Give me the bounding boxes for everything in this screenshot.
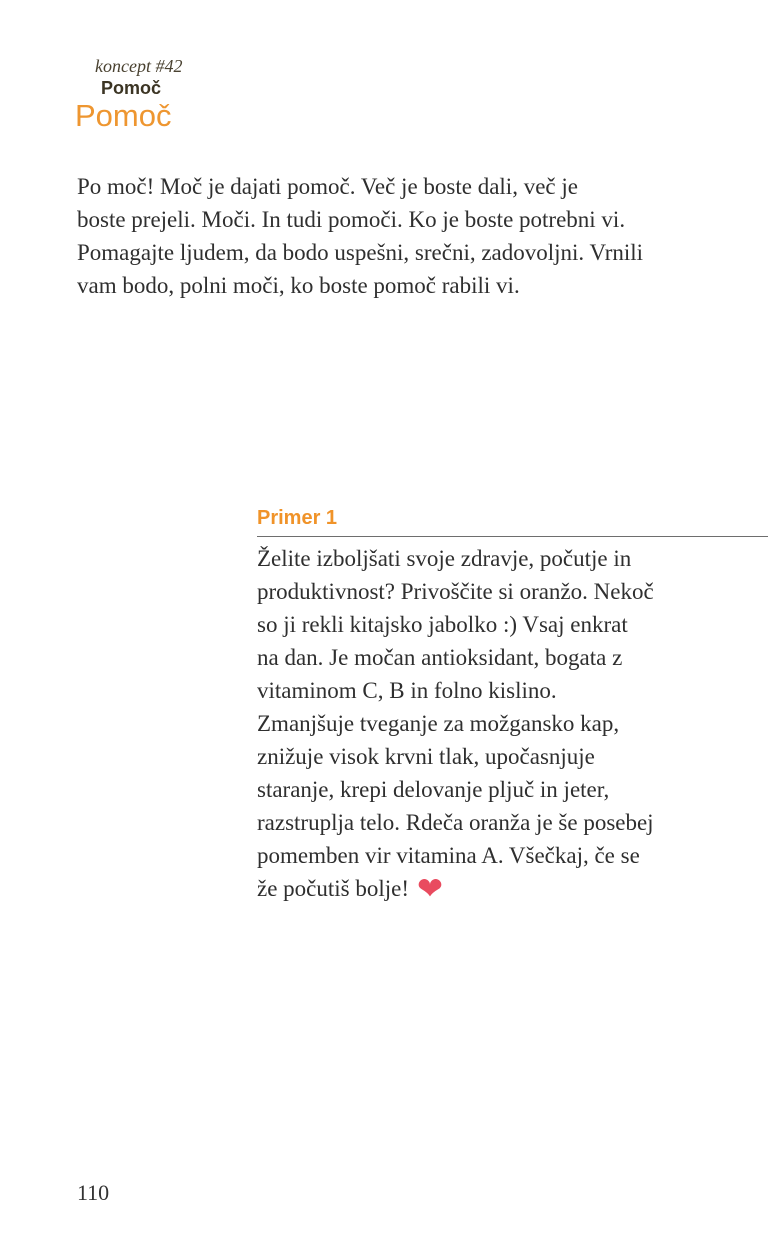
text-line: Zmanjšuje tveganje za možgansko kap, xyxy=(257,711,620,736)
example-section xyxy=(257,506,768,905)
intro-line: vam bodo, polni moči, ko boste pomoč rabili vi. xyxy=(77,273,520,298)
page-title: Pomoč xyxy=(75,98,172,133)
example-text xyxy=(257,542,768,905)
text-line: staranje, krepi delovanje pljuč in jeter, xyxy=(257,777,610,802)
text-line: na dan. Je močan antioksidant, bogata z xyxy=(257,645,623,670)
text-line: razstruplja telo. Rdeča oranža je še posebej xyxy=(257,810,654,835)
intro-line: Po moč! Moč je dajati pomoč. Več je boste dali, več je xyxy=(77,174,578,199)
text-line xyxy=(257,872,768,905)
example-label: Primer 1 xyxy=(257,507,338,529)
text-line: Želite izboljšati svoje zdravje, počutje in xyxy=(257,546,632,571)
page-number: 110 xyxy=(77,1180,110,1205)
running-header-title: Pomoč xyxy=(101,78,162,98)
text-line: pomemben vir vitamina A. Všečkaj, če se xyxy=(257,843,640,868)
running-header-series: koncept #42 xyxy=(95,56,183,76)
text-line-fragment: že počutiš bolje! xyxy=(257,876,410,901)
text-line: so ji rekli kitajsko jabolko :) Vsaj enkrat xyxy=(257,612,628,637)
example-divider-rule xyxy=(257,536,768,537)
heart-icon: ❤ xyxy=(417,871,443,907)
intro-line: boste prejeli. Moči. In tudi pomoči. Ko je boste potrebni vi. xyxy=(77,207,626,232)
intro-paragraph xyxy=(77,170,643,302)
intro-line: Pomagajte ljudem, da bodo uspešni, srečni, zadovoljni. Vrnili xyxy=(77,240,644,265)
text-line: vitaminom C, B in folno kislino. xyxy=(257,678,557,703)
text-line: znižuje visok krvni tlak, upočasnjuje xyxy=(257,744,595,769)
text-line: produktivnost? Privoščite si oranžo. Nekoč xyxy=(257,579,654,604)
